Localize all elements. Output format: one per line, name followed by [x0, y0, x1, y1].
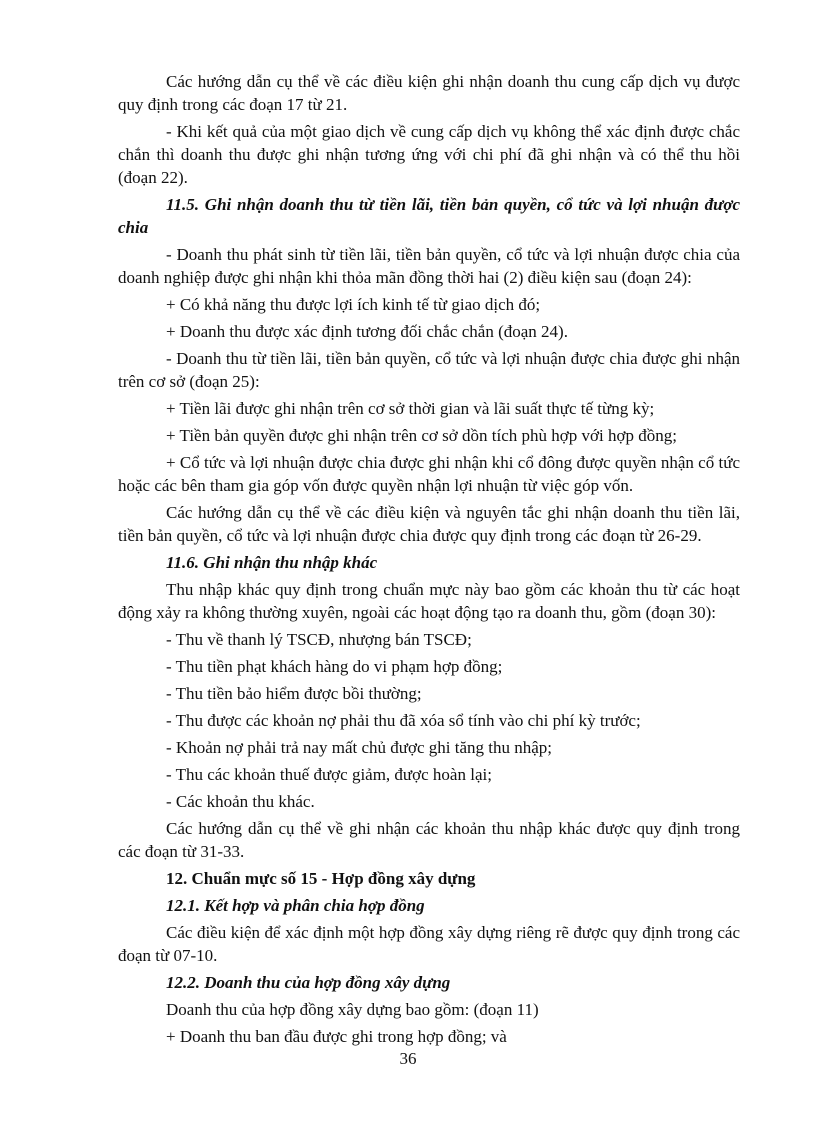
list-item: - Thu các khoản thuế được giảm, được hoàn lại;	[166, 765, 492, 784]
document-page	[118, 70, 740, 1052]
list-item: + Tiền lãi được ghi nhận trên cơ sở thời gian và lãi suất thực tế từng kỳ;	[166, 399, 655, 418]
paragraph: Thu nhập khác quy định trong chuẩn mực này bao gồm các khoản thu từ các hoạt động xảy ra không thường xuyên, ngoài các hoạt động tạo ra doanh thu, gồm (đoạn 30):	[118, 580, 740, 622]
paragraph: - Doanh thu phát sinh từ tiền lãi, tiền bản quyền, cổ tức và lợi nhuận được chia của doanh nghiệp được ghi nhận khi thỏa mãn đồng thời hai (2) điều kiện sau (đoạn 24):	[118, 245, 740, 287]
section-heading-12-2: 12.2. Doanh thu của hợp đồng xây dựng	[166, 973, 451, 992]
list-item: + Doanh thu được xác định tương đối chắc chắn (đoạn 24).	[166, 322, 568, 341]
list-item: - Thu về thanh lý TSCĐ, nhượng bán TSCĐ;	[166, 630, 472, 649]
list-item: - Thu được các khoản nợ phải thu đã xóa sổ tính vào chi phí kỳ trước;	[166, 711, 641, 730]
list-item: - Thu tiền bảo hiểm được bồi thường;	[166, 684, 422, 703]
page-number: 36	[399, 1049, 417, 1068]
paragraph: Các điều kiện để xác định một hợp đồng xây dựng riêng rẽ được quy định trong các đoạn từ 07-10.	[118, 923, 740, 965]
paragraph: Các hướng dẫn cụ thể về các điều kiện ghi nhận doanh thu cung cấp dịch vụ được quy định trong các đoạn 17 từ 21.	[118, 72, 740, 114]
list-item: - Các khoản thu khác.	[166, 792, 315, 811]
list-item: - Thu tiền phạt khách hàng do vi phạm hợp đồng;	[166, 657, 503, 676]
list-item: + Có khả năng thu được lợi ích kinh tế từ giao dịch đó;	[166, 295, 541, 314]
paragraph: Các hướng dẫn cụ thể về các điều kiện và nguyên tắc ghi nhận doanh thu tiền lãi, tiền bản quyền, cổ tức và lợi nhuận được chia được quy định trong các đoạn từ 26-29.	[118, 503, 740, 545]
section-heading-11-5: 11.5. Ghi nhận doanh thu từ tiền lãi, tiền bản quyền, cổ tức và lợi nhuận được chia	[118, 195, 740, 237]
list-item: + Cổ tức và lợi nhuận được chia được ghi nhận khi cổ đông được quyền nhận cổ tức hoặc các bên tham gia góp vốn được quyền nhận lợi nhuận từ việc góp vốn.	[118, 453, 740, 495]
section-heading-11-6: 11.6. Ghi nhận thu nhập khác	[166, 553, 378, 572]
list-item: + Tiền bản quyền được ghi nhận trên cơ sở dồn tích phù hợp với hợp đồng;	[166, 426, 677, 445]
paragraph: - Khi kết quả của một giao dịch về cung cấp dịch vụ không thể xác định được chắc chắn thì doanh thu được ghi nhận tương ứng với chi phí đã ghi nhận và có thể thu hồi (đoạn 22).	[118, 122, 740, 187]
paragraph: Các hướng dẫn cụ thể về ghi nhận các khoản thu nhập khác được quy định trong các đoạn từ 31-33.	[118, 819, 740, 861]
section-heading-12: 12. Chuẩn mực số 15 - Hợp đồng xây dựng	[166, 869, 476, 888]
paragraph: Doanh thu của hợp đồng xây dựng bao gồm: (đoạn 11)	[166, 1000, 539, 1019]
list-item: - Khoản nợ phải trả nay mất chủ được ghi tăng thu nhập;	[166, 738, 552, 757]
list-item: + Doanh thu ban đầu được ghi trong hợp đồng; và	[166, 1027, 507, 1046]
paragraph: - Doanh thu từ tiền lãi, tiền bản quyền, cổ tức và lợi nhuận được chia được ghi nhận trên cơ sở (đoạn 25):	[118, 349, 740, 391]
section-heading-12-1: 12.1. Kết hợp và phân chia hợp đồng	[166, 896, 425, 915]
